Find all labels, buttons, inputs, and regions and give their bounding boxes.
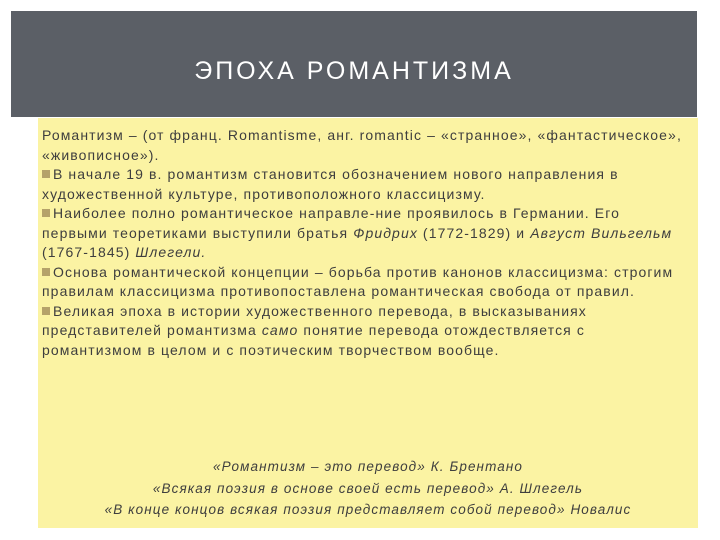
- bullet-item-3: [42, 263, 686, 302]
- bullet-icon: [42, 268, 50, 276]
- quote-2-text: «Всякая поэзия в основе своей есть перевод»: [152, 480, 495, 496]
- bullet-4-text-b: понятие перевода отождествляется с романтизмом в целом и с поэтическим творчеством вообще.: [42, 322, 585, 358]
- quote-line-1: [38, 456, 698, 478]
- quote-line-2: [38, 478, 698, 500]
- bullet-icon: [42, 209, 50, 217]
- bullet-item-2: [42, 204, 686, 263]
- bullet-2-name-friedrich: Фридрих: [353, 224, 418, 241]
- body-text: [38, 118, 698, 360]
- bullet-4-italic-word: само: [261, 322, 299, 338]
- title-banner: [11, 11, 697, 117]
- bullet-1-text: В начале 19 в. романтизм становится обозначением нового направления в художественной культуре, противоположного классицизму.: [42, 166, 619, 202]
- bullet-2-name-schlegel: Шлегели.: [135, 244, 207, 260]
- content-panel: [38, 118, 698, 528]
- quotes-block: [38, 456, 698, 521]
- bullet-item-4: [42, 302, 686, 361]
- bullet-item-1: [42, 165, 686, 204]
- quote-2-author: А. Шлегель: [494, 480, 584, 496]
- quote-3-author: Новалис: [565, 502, 632, 517]
- bullet-icon: [42, 307, 50, 315]
- bullet-icon: [42, 170, 50, 178]
- quote-1-author: К. Брентано: [425, 459, 524, 474]
- bullet-4-text-a: Великая эпоха в истории художественного перевода, в высказываниях представителей романтизма: [42, 302, 587, 338]
- quote-line-3: [38, 499, 698, 521]
- quote-1-text: «Романтизм – это перевод»: [212, 459, 426, 474]
- intro-paragraph: Романтизм – (от франц. Romantisme, анг. romantic – «странное», «фантастическое», «живописное»).: [42, 127, 682, 163]
- bullet-2-text-a: Наиболее полно романтическое направле-ние проявилось в Германии. Его первыми теоретиками выступили братья: [42, 205, 621, 241]
- quote-3-text: «В конце концов всякая поэзия представляет собой перевод»: [104, 502, 566, 517]
- bullet-2-name-august: Август Вильгельм: [530, 224, 673, 241]
- slide-title: ЭПОХА РОМАНТИЗМА: [194, 56, 514, 85]
- bullet-2-text-c: (1767-1845): [42, 244, 136, 260]
- bullet-2-text-b: (1772-1829) и: [417, 224, 531, 241]
- bullet-3-text: Основа романтической концепции – борьба против канонов классицизма: строгим правилам классицизма противопоставлена романтическая свобода от правил.: [42, 263, 674, 299]
